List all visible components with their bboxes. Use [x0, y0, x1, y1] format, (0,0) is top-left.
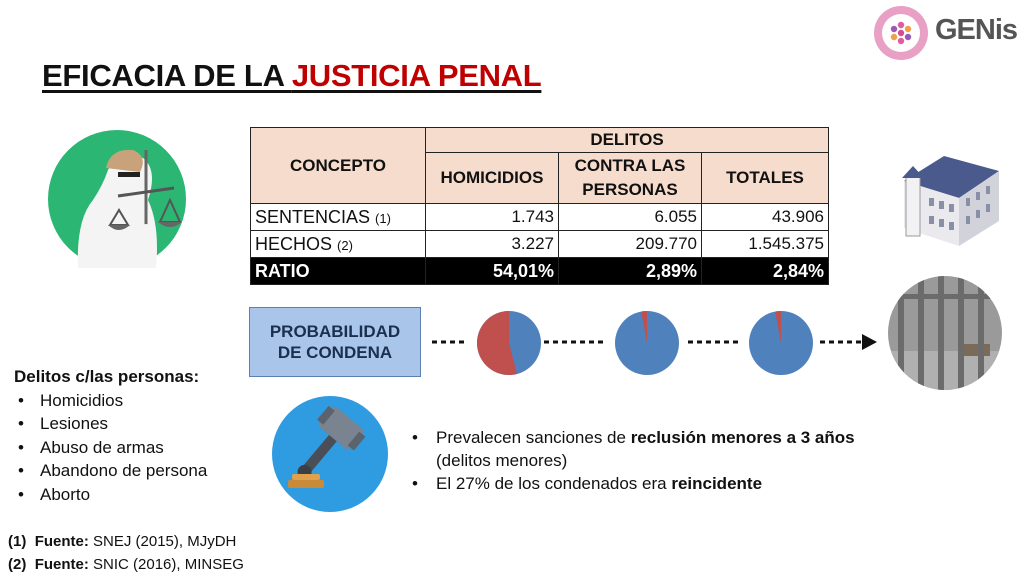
pie-totales — [748, 310, 814, 376]
ratio-contra: 2,89% — [559, 258, 702, 285]
bullet-item — [410, 426, 930, 472]
source-item — [8, 530, 244, 553]
list-item: • Aborto — [14, 483, 207, 507]
ratio-label: RATIO — [251, 258, 426, 285]
header-delitos: DELITOS — [426, 128, 829, 153]
row-label-text: SENTENCIAS — [255, 206, 371, 227]
logo-text: GENis — [935, 14, 1018, 46]
findings-bullets — [410, 426, 930, 495]
cell-homicidios: 3.227 — [426, 231, 559, 258]
list-item: • Lesiones — [14, 412, 207, 436]
list-head: Delitos c/las personas: — [14, 367, 200, 386]
source-text: SNEJ (2015), MJyDH — [88, 533, 237, 550]
header-totales: TOTALES — [702, 153, 829, 204]
cell-homicidios: 1.743 — [426, 204, 559, 231]
header-contra-line-2: PERSONAS — [582, 180, 678, 199]
source-text: SNIC (2016), MINSEG — [88, 556, 244, 573]
list-item: • Abuso de armas — [14, 436, 207, 460]
row-note: (1) — [375, 210, 391, 226]
probabilidad-line-2: DE CONDENA — [277, 343, 393, 362]
title-part-1: EFICACIA DE LA — [42, 58, 292, 93]
probabilidad-line-1: PROBABILIDAD — [269, 322, 401, 341]
row-label-text: HECHOS — [255, 233, 333, 254]
delitos-list — [14, 365, 207, 506]
bullet-text: Prevalecen sanciones de — [436, 428, 631, 447]
source-num: (1) — [8, 533, 27, 550]
header-homicidios: HOMICIDIOS — [426, 153, 559, 204]
header-contra-line-1: CONTRA LAS — [574, 156, 686, 175]
source-label: Fuente: — [34, 533, 89, 550]
pie-homicidios — [476, 310, 542, 376]
source-label: Fuente: — [34, 556, 89, 573]
gavel-icon — [272, 396, 388, 512]
bullet-text: (delitos menores) — [436, 451, 568, 470]
pie-contra — [614, 310, 680, 376]
title-part-2: JUSTICIA PENAL — [291, 58, 542, 93]
source-num: (2) — [8, 556, 27, 573]
list-item: • Homicidios — [14, 389, 207, 413]
ratio-homicidios: 54,01% — [426, 258, 559, 285]
bullet-text: El 27% de los condenados era — [436, 474, 672, 493]
cell-contra: 209.770 — [559, 231, 702, 258]
ratio-totales: 2,84% — [702, 258, 829, 285]
list-item: • Abandono de persona — [14, 459, 207, 483]
row-note: (2) — [337, 237, 353, 253]
bullet-item — [410, 472, 930, 495]
cell-contra: 6.055 — [559, 204, 702, 231]
cell-totales: 43.906 — [702, 204, 829, 231]
sources — [8, 530, 244, 576]
bullet-bold: reclusión menores a 3 años — [630, 428, 855, 447]
arrow-right-icon — [862, 334, 877, 350]
cell-totales: 1.545.375 — [702, 231, 829, 258]
source-item — [8, 553, 244, 576]
header-concepto: CONCEPTO — [251, 128, 426, 204]
bullet-bold: reincidente — [671, 474, 763, 493]
